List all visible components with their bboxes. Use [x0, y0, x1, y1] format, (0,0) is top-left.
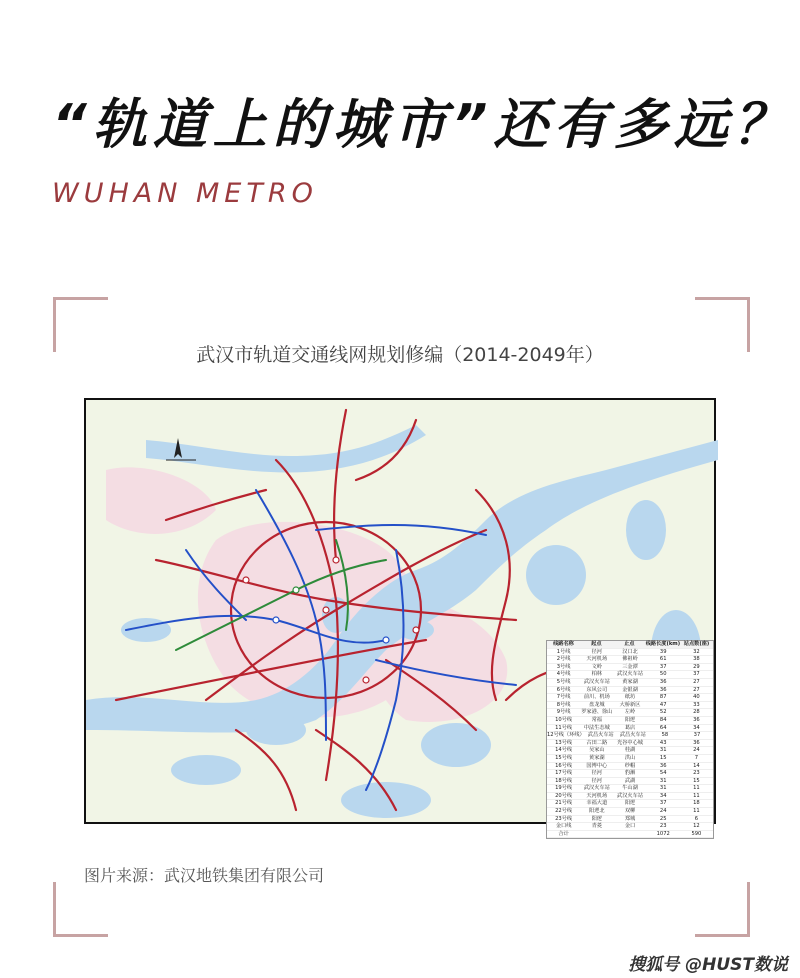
legend-body	[547, 649, 713, 839]
legend-header-cell: 止点	[624, 641, 635, 647]
legend-cell: 罗家港、徐山	[581, 709, 613, 716]
legend-cell: 36	[659, 678, 667, 685]
legend-cell: 武汉火车站	[583, 785, 610, 792]
legend-cell: 郑城	[624, 815, 636, 822]
legend-cell: 38	[693, 656, 700, 663]
legend-row	[547, 717, 713, 725]
legend-row	[547, 823, 713, 831]
legend-cell: 武汉火车站	[583, 678, 610, 685]
legend-cell: 10号线	[555, 716, 573, 723]
legend-cell: 9号线	[556, 709, 571, 716]
legend-cell: 6号线	[556, 686, 571, 693]
legend-cell: 64	[659, 724, 667, 731]
legend-cell: 豹澥	[624, 770, 636, 777]
legend-cell: 径河	[591, 648, 602, 655]
frame-corner-bottom-left	[53, 882, 108, 937]
legend-row	[547, 755, 713, 763]
legend-cell: 柏林	[591, 671, 602, 678]
legend-row	[547, 770, 713, 778]
legend-cell: 阳逻	[624, 800, 636, 807]
legend-cell: 28	[693, 709, 700, 716]
subtitle: WUHAN METRO	[52, 178, 318, 209]
legend-cell: 37	[659, 800, 667, 807]
legend-cell: 8号线	[556, 701, 571, 708]
legend-cell: 武昌火车站	[587, 732, 614, 739]
legend-cell: 2号线	[556, 656, 571, 663]
legend-cell: 常福	[591, 716, 602, 723]
legend-cell: 87	[659, 694, 667, 701]
legend-cell: 武昌火车站	[619, 732, 646, 739]
legend-cell: 1号线	[556, 648, 571, 655]
legend-cell: 金银湖	[622, 686, 638, 693]
legend-cell: 青菱	[591, 823, 602, 830]
legend-row	[547, 656, 713, 664]
legend-cell: 29	[693, 663, 700, 670]
legend-cell: 36	[693, 716, 700, 723]
legend-cell: 58	[661, 732, 669, 739]
legend-cell: 古田二路	[586, 739, 608, 746]
legend-cell: 37	[659, 663, 667, 670]
legend-cell: 合计	[558, 830, 569, 837]
legend-cell: 23	[693, 770, 700, 777]
legend-cell: 光谷中心城	[617, 739, 643, 746]
legend-cell: 14号线	[555, 747, 573, 754]
legend-cell: 24	[693, 747, 700, 754]
legend-cell: 17号线	[555, 770, 573, 777]
legend-row	[547, 732, 713, 740]
legend-cell: 11	[693, 792, 700, 799]
legend-row	[547, 831, 713, 839]
legend-cell: 52	[659, 709, 667, 716]
legend-cell: 24	[659, 808, 667, 815]
legend-cell: 4号线	[556, 671, 571, 678]
legend-header-cell: 线路名称	[553, 641, 574, 647]
legend-cell: 18	[693, 800, 700, 807]
headline: “轨道上的城市”还有多远？	[52, 93, 794, 156]
legend-cell: 前川、机场	[583, 694, 610, 701]
legend-cell: 12号线（环线）	[547, 732, 585, 739]
legend-cell: 双柳	[624, 808, 636, 815]
legend-cell: 31	[659, 777, 667, 784]
legend-cell: 洪山	[624, 754, 636, 761]
image-source: 图片来源：武汉地铁集团有限公司	[84, 866, 325, 885]
legend-cell: 31	[659, 747, 667, 754]
legend-cell: 23号线	[555, 815, 573, 822]
legend-cell: 11	[693, 808, 700, 815]
legend-cell: 中法生态城	[583, 724, 610, 731]
legend-cell: 16号线	[555, 762, 573, 769]
legend-cell: 31	[659, 785, 667, 792]
legend-cell: 37	[693, 732, 701, 739]
legend-cell: 43	[659, 739, 667, 746]
line-legend-table	[546, 640, 714, 839]
legend-row	[547, 763, 713, 771]
legend-cell: 佛祖岭	[622, 656, 638, 663]
legend-cell: 7	[694, 754, 699, 761]
legend-cell: 34	[659, 792, 667, 799]
legend-row	[547, 725, 713, 733]
legend-cell: 11	[693, 785, 700, 792]
legend-cell: 左岭	[624, 709, 636, 716]
legend-cell: 黄家湖	[589, 754, 605, 761]
watermark: 搜狐号 @HUST数说	[628, 955, 788, 975]
legend-cell: 幸福大道	[586, 800, 608, 807]
legend-cell: 32	[693, 648, 700, 655]
legend-cell: 文岭	[591, 663, 602, 670]
legend-cell: 18号线	[555, 777, 573, 784]
legend-cell: 黄家湖	[622, 678, 638, 685]
legend-cell: 25	[659, 815, 667, 822]
map-title: 武汉市轨道交通线网规划修编（2014-2049年）	[196, 344, 604, 366]
legend-cell: 27	[693, 678, 700, 685]
metro-map	[84, 398, 716, 837]
legend-cell: 汉口北	[622, 648, 638, 655]
legend-cell: 吴家山	[589, 747, 605, 754]
legend-row	[547, 800, 713, 808]
legend-cell: 纸坊	[624, 694, 636, 701]
legend-cell: 径河	[591, 770, 602, 777]
legend-cell: 葛店	[624, 724, 636, 731]
legend-cell: 7号线	[556, 694, 571, 701]
legend-cell: 纱帽	[624, 762, 636, 769]
legend-row	[547, 709, 713, 717]
legend-cell: 22号线	[555, 808, 573, 815]
legend-cell	[613, 831, 646, 838]
legend-cell: 20号线	[555, 792, 573, 799]
legend-cell: 东风公司	[586, 686, 608, 693]
legend-cell: 54	[659, 770, 667, 777]
legend-cell	[580, 831, 613, 838]
legend-cell: 桂湖	[624, 747, 636, 754]
legend-cell: 三金潭	[622, 663, 638, 670]
legend-cell: 19号线	[555, 785, 573, 792]
legend-header-row	[547, 641, 713, 649]
legend-cell: 11号线	[555, 724, 573, 731]
legend-header-cell: 起点	[591, 641, 602, 647]
legend-cell: 14	[693, 762, 700, 769]
legend-cell: 6	[694, 815, 699, 822]
legend-header-cell: 站点数(座)	[683, 641, 710, 647]
legend-cell: 15	[659, 754, 667, 761]
legend-cell: 金口	[624, 823, 636, 830]
legend-row	[547, 694, 713, 702]
legend-cell: 武汉火车站	[617, 792, 643, 799]
legend-cell: 国博中心	[586, 762, 608, 769]
legend-cell: 36	[659, 762, 667, 769]
legend-cell: 武汉火车站	[617, 671, 643, 678]
legend-cell: 1072	[656, 830, 670, 837]
legend-cell: 天河机场	[586, 656, 608, 663]
legend-cell: 3号线	[556, 663, 571, 670]
legend-cell: 牛山湖	[622, 785, 638, 792]
legend-cell: 36	[659, 686, 667, 693]
legend-cell: 12	[693, 823, 700, 830]
legend-cell: 34	[693, 724, 700, 731]
legend-cell: 大桥新区	[619, 701, 641, 708]
legend-cell: 47	[659, 701, 667, 708]
legend-cell: 15	[693, 777, 700, 784]
legend-row	[547, 785, 713, 793]
legend-cell: 84	[659, 716, 667, 723]
legend-cell: 21号线	[555, 800, 573, 807]
legend-cell: 590	[691, 830, 702, 837]
legend-cell: 盘龙城	[589, 701, 605, 708]
legend-header-cell: 线路长度(km)	[645, 641, 681, 647]
legend-cell: 5号线	[556, 678, 571, 685]
legend-cell: 36	[693, 739, 700, 746]
legend-cell: 径河	[591, 777, 602, 784]
legend-row	[547, 679, 713, 687]
legend-cell: 61	[659, 656, 667, 663]
legend-cell: 39	[659, 648, 667, 655]
legend-cell: 40	[693, 694, 700, 701]
legend-row	[547, 747, 713, 755]
legend-cell: 37	[693, 671, 700, 678]
legend-cell: 天河机场	[586, 792, 608, 799]
legend-row	[547, 808, 713, 816]
legend-cell: 金口线	[555, 823, 572, 830]
legend-cell: 50	[659, 671, 667, 678]
frame-corner-bottom-right	[695, 882, 750, 937]
legend-cell: 15号线	[555, 754, 573, 761]
legend-cell: 13号线	[555, 739, 573, 746]
legend-cell: 阳逻	[624, 716, 636, 723]
legend-cell: 阳逻	[591, 815, 602, 822]
legend-cell: 23	[659, 823, 667, 830]
legend-cell: 33	[693, 701, 700, 708]
legend-cell: 27	[693, 686, 700, 693]
legend-cell: 武湖	[624, 777, 636, 784]
legend-row	[547, 671, 713, 679]
legend-cell: 阳逻北	[589, 808, 605, 815]
